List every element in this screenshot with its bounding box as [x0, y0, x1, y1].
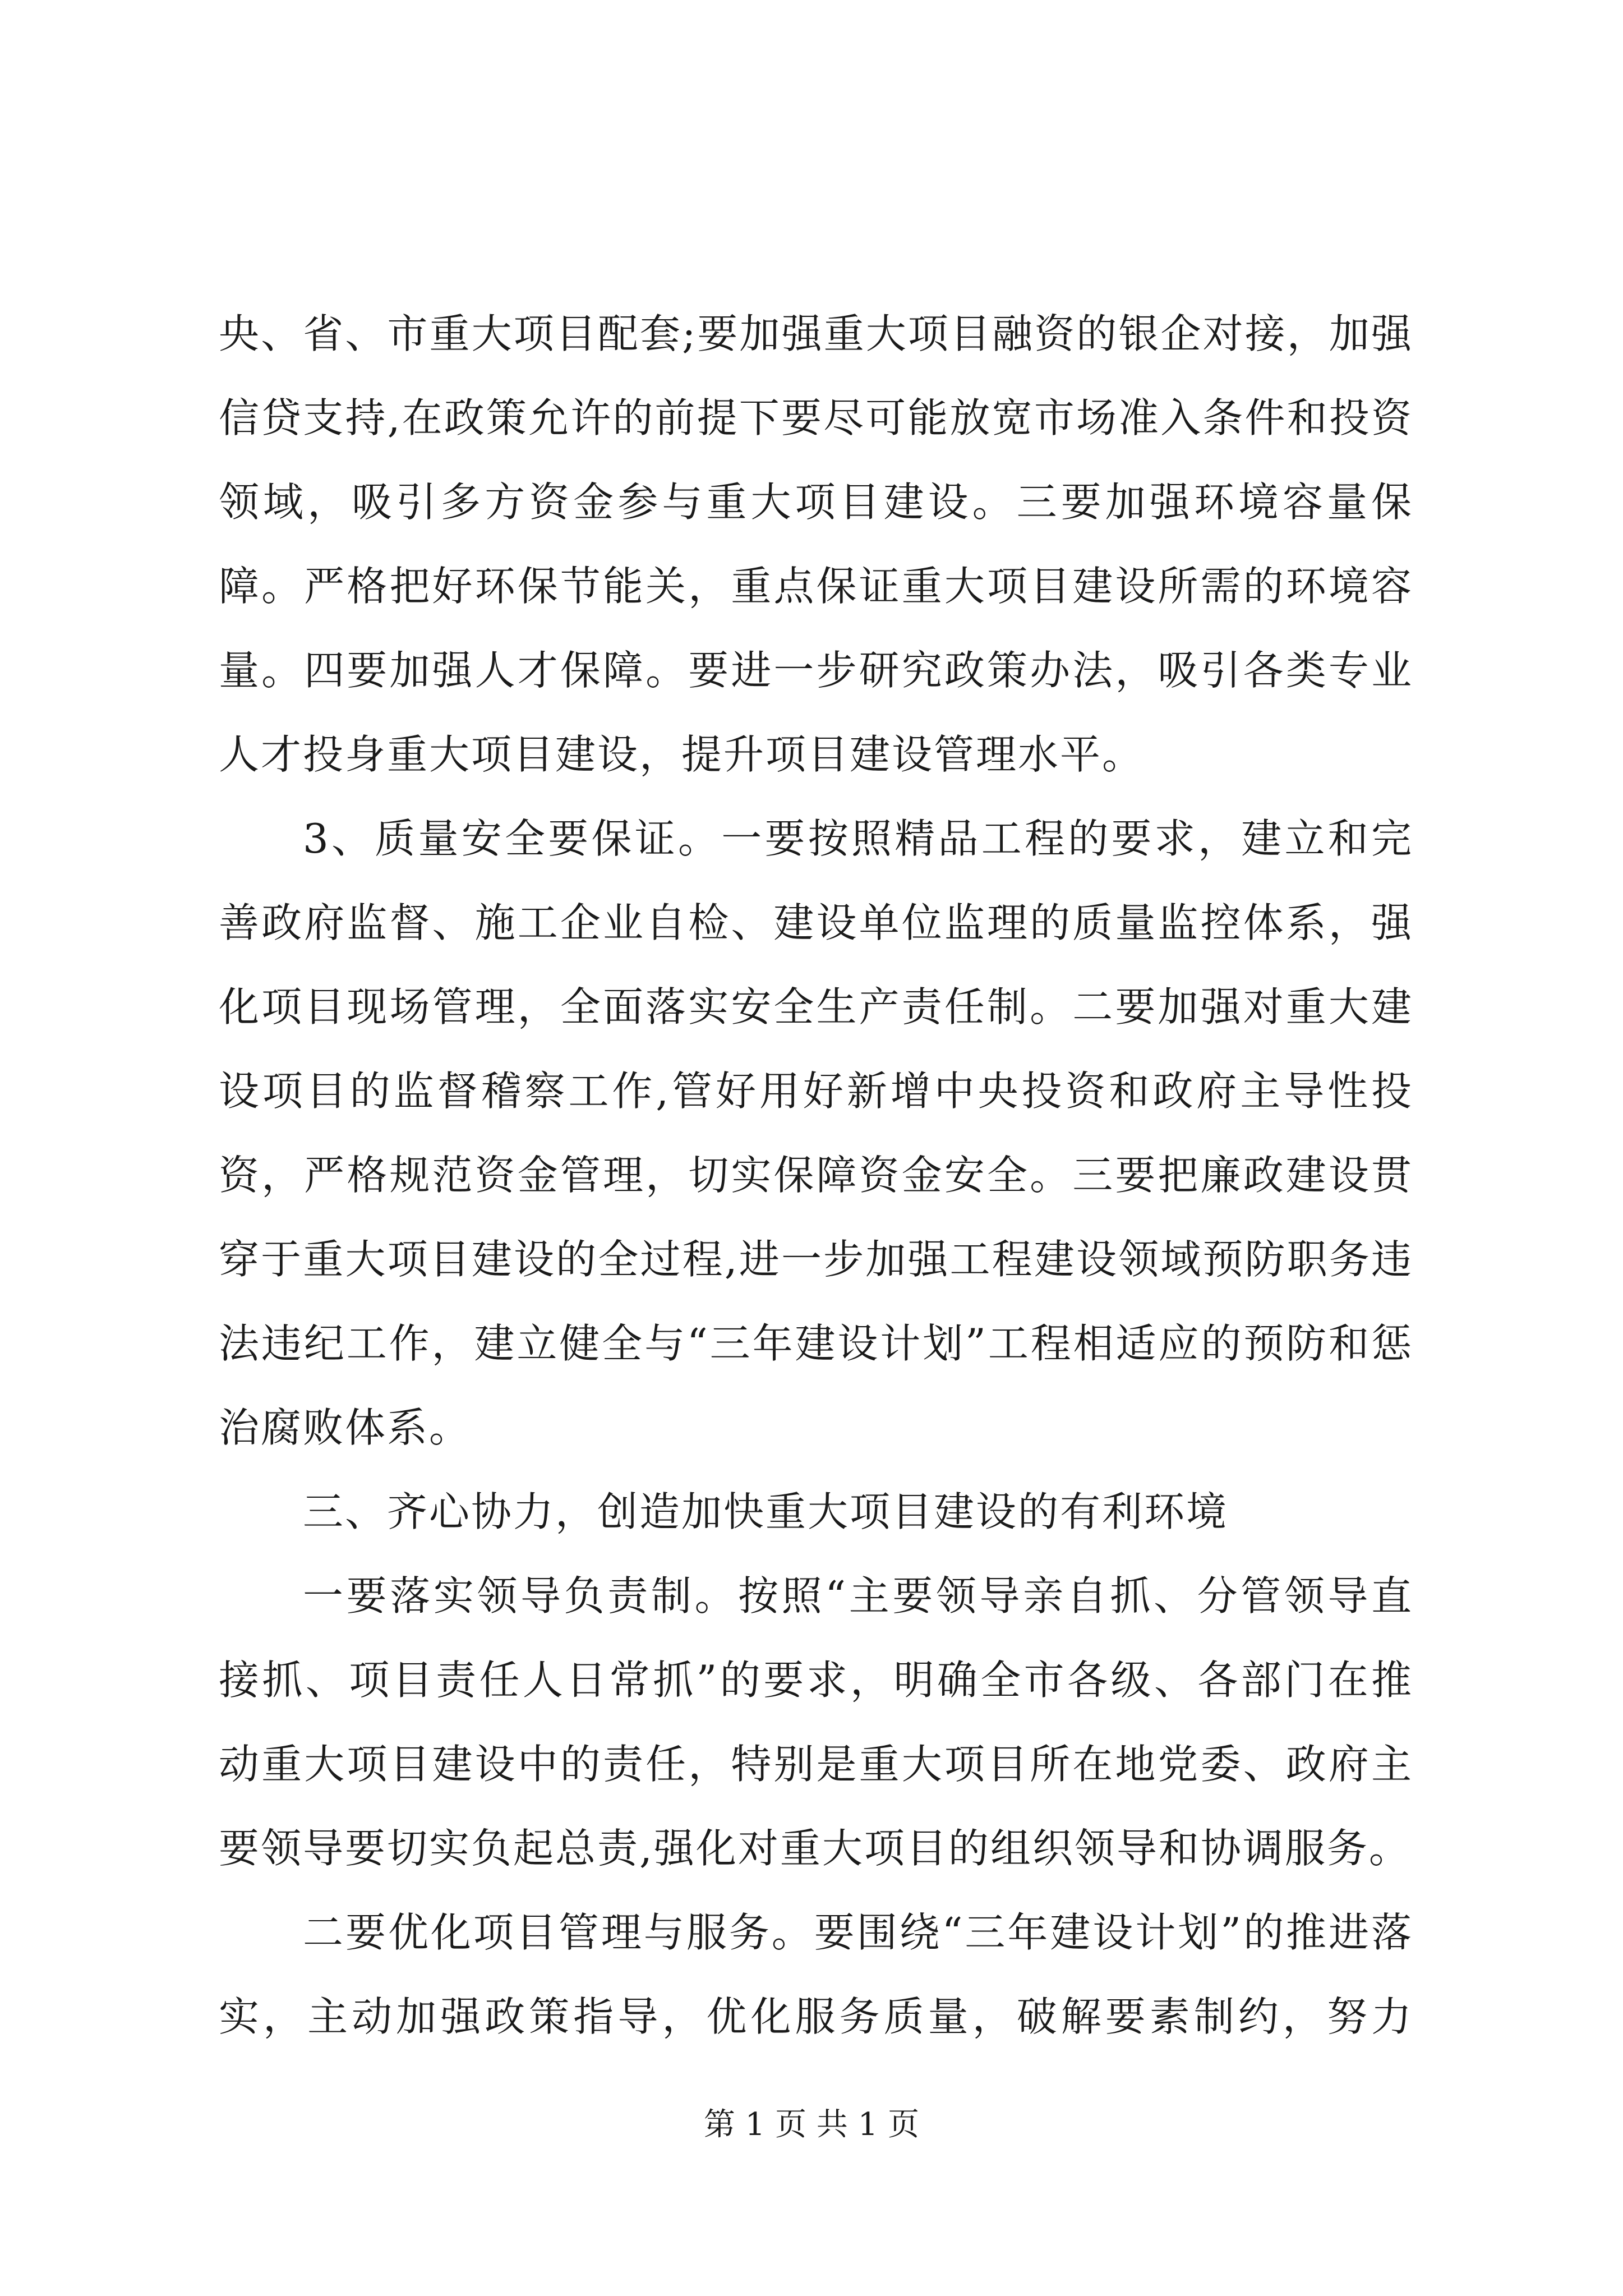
page-footer	[0, 2102, 1623, 2147]
paragraph-continuation: 央、省、市重大项目配套;要加强重大项目融资的银企对接，加强信贷支持,在政策允许的前提下要尽可能放宽市场准入条件和投资领域，吸引多方资金参与重大项目建设。三要加强环境容量保障。严格把好环保节能关，重点保证重大项目建设所需的环境容量。四要加强人才保障。要进一步研究政策办法，吸引各类专业人才投身重大项目建设，提升项目建设管理水平。	[219, 310, 1413, 778]
body-text	[219, 292, 1413, 2059]
page-number: 第 1 页 共 1 页	[703, 2106, 920, 2143]
paragraph-leadership: 一要落实领导负责制。按照“主要领导亲自抓、分管领导直接抓、项目责任人日常抓”的要求，明确全市各级、各部门在推动重大项目建设中的责任，特别是重大项目所在地党委、政府主要领导要切实负起总责,强化对重大项目的组织领导和协调服务。	[219, 1572, 1413, 1872]
paragraph-quality-safety: 3、质量安全要保证。一要按照精品工程的要求，建立和完善政府监督、施工企业自检、建设单位监理的质量监控体系，强化项目现场管理，全面落实安全生产责任制。二要加强对重大建设项目的监督稽察工作,管好用好新增中央投资和政府主导性投资，严格规范资金管理，切实保障资金安全。三要把廉政建设贯穿于重大项目建设的全过程,进一步加强工程建设领域预防职务违法违纪工作，建立健全与“三年建设计划”工程相适应的预防和惩治腐败体系。	[219, 815, 1413, 1451]
section-heading-3: 三、齐心协力，创造加快重大项目建设的有利环境	[303, 1488, 1229, 1535]
paragraph-project-management: 二要优化项目管理与服务。要围绕“三年建设计划”的推进落实，主动加强政策指导，优化服务质量，破解要素制约，努力	[219, 1909, 1413, 2040]
